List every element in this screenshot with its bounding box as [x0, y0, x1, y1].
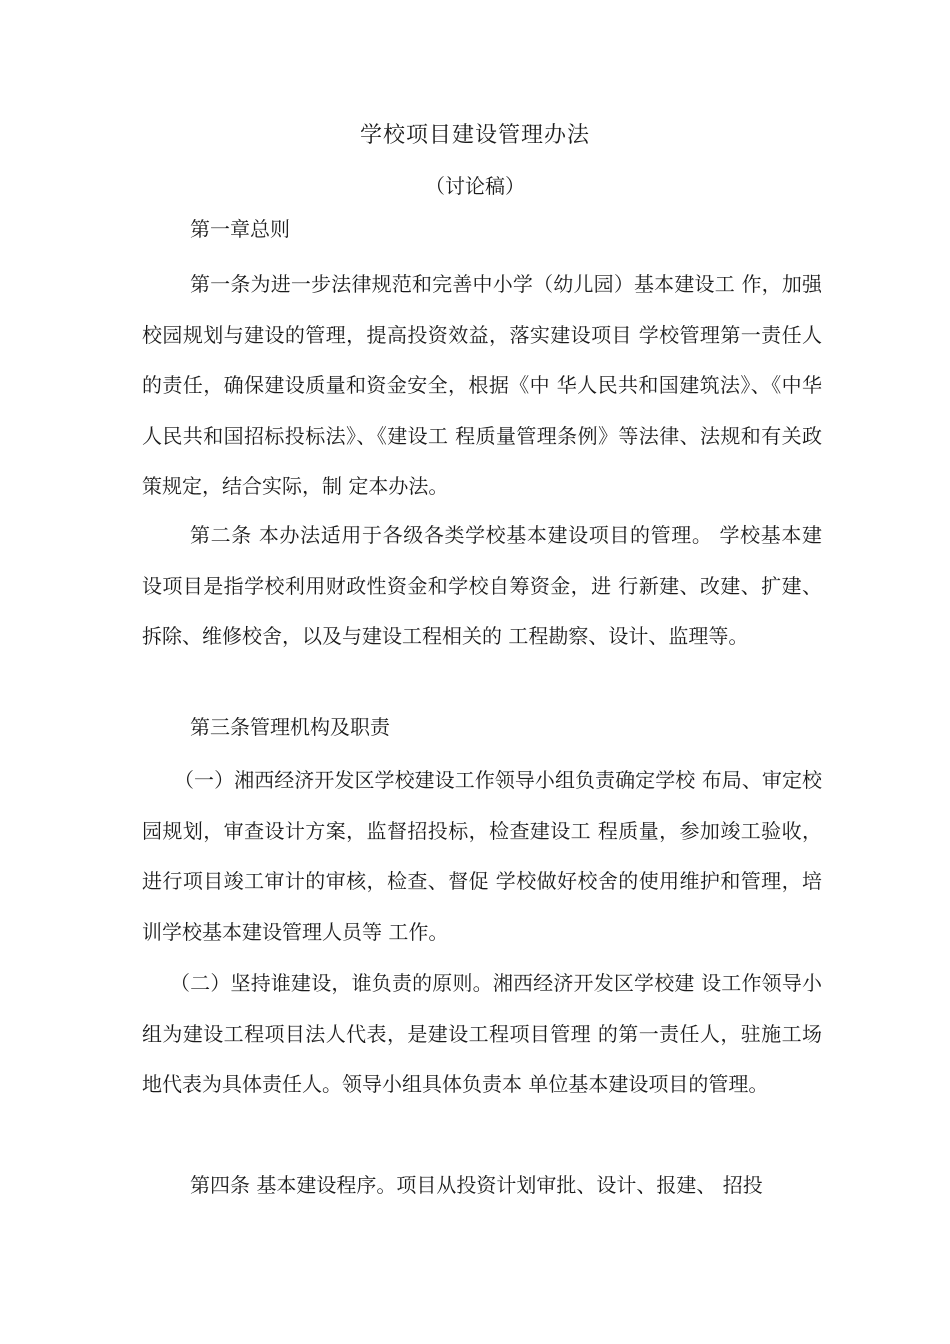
- article-3-item-1-paragraph: （一）湘西经济开发区学校建设工作领导小组负责确定学校 布局、审定校园规划，审查设计方案，监督招投标，检查建设工 程质量，参加竣工验收，进行项目竣工审计的审核，检查、督促 学校做好校舍的使用维护和管理，培训学校基本建设管理人员等 工作。: [142, 768, 822, 944]
- article-3-heading: 第三条管理机构及职责: [190, 715, 390, 739]
- document-subtitle: （讨论稿）: [425, 174, 525, 198]
- article-4-paragraph: 第四条 基本建设程序。项目从投资计划审批、设计、报建、 招投: [190, 1173, 763, 1197]
- article-3-item-2-paragraph: （二）坚持谁建设，谁负责的原则。湘西经济开发区学校建 设工作领导小组为建设工程项目法人代表，是建设工程项目管理 的第一责任人，驻施工场地代表为具体责任人。领导小组具体负责本 单位基本建设项目的管理。: [142, 971, 822, 1096]
- chapter-heading: 第一章总则: [190, 217, 290, 241]
- article-1-paragraph: 第一条为进一步法律规范和完善中小学（幼儿园）基本建设工 作，加强校园规划与建设的管理，提高投资效益，落实建设项目 学校管理第一责任人的责任，确保建设质量和资金安全，根据《中 华人民共和国建筑法》、《中华人民共和国招标投标法》、《建设工 程质量管理条例》等法律、法规和有关政策规定，结合实际，制 定本办法。: [142, 272, 822, 498]
- article-2-paragraph: 第二条 本办法适用于各级各类学校基本建设项目的管理。 学校基本建设项目是指学校利用财政性资金和学校自筹资金，进 行新建、改建、扩建、拆除、维修校舍，以及与建设工程相关的 工程勘察、设计、监理等。: [142, 523, 822, 648]
- document-title: 学校项目建设管理办法: [359, 123, 590, 148]
